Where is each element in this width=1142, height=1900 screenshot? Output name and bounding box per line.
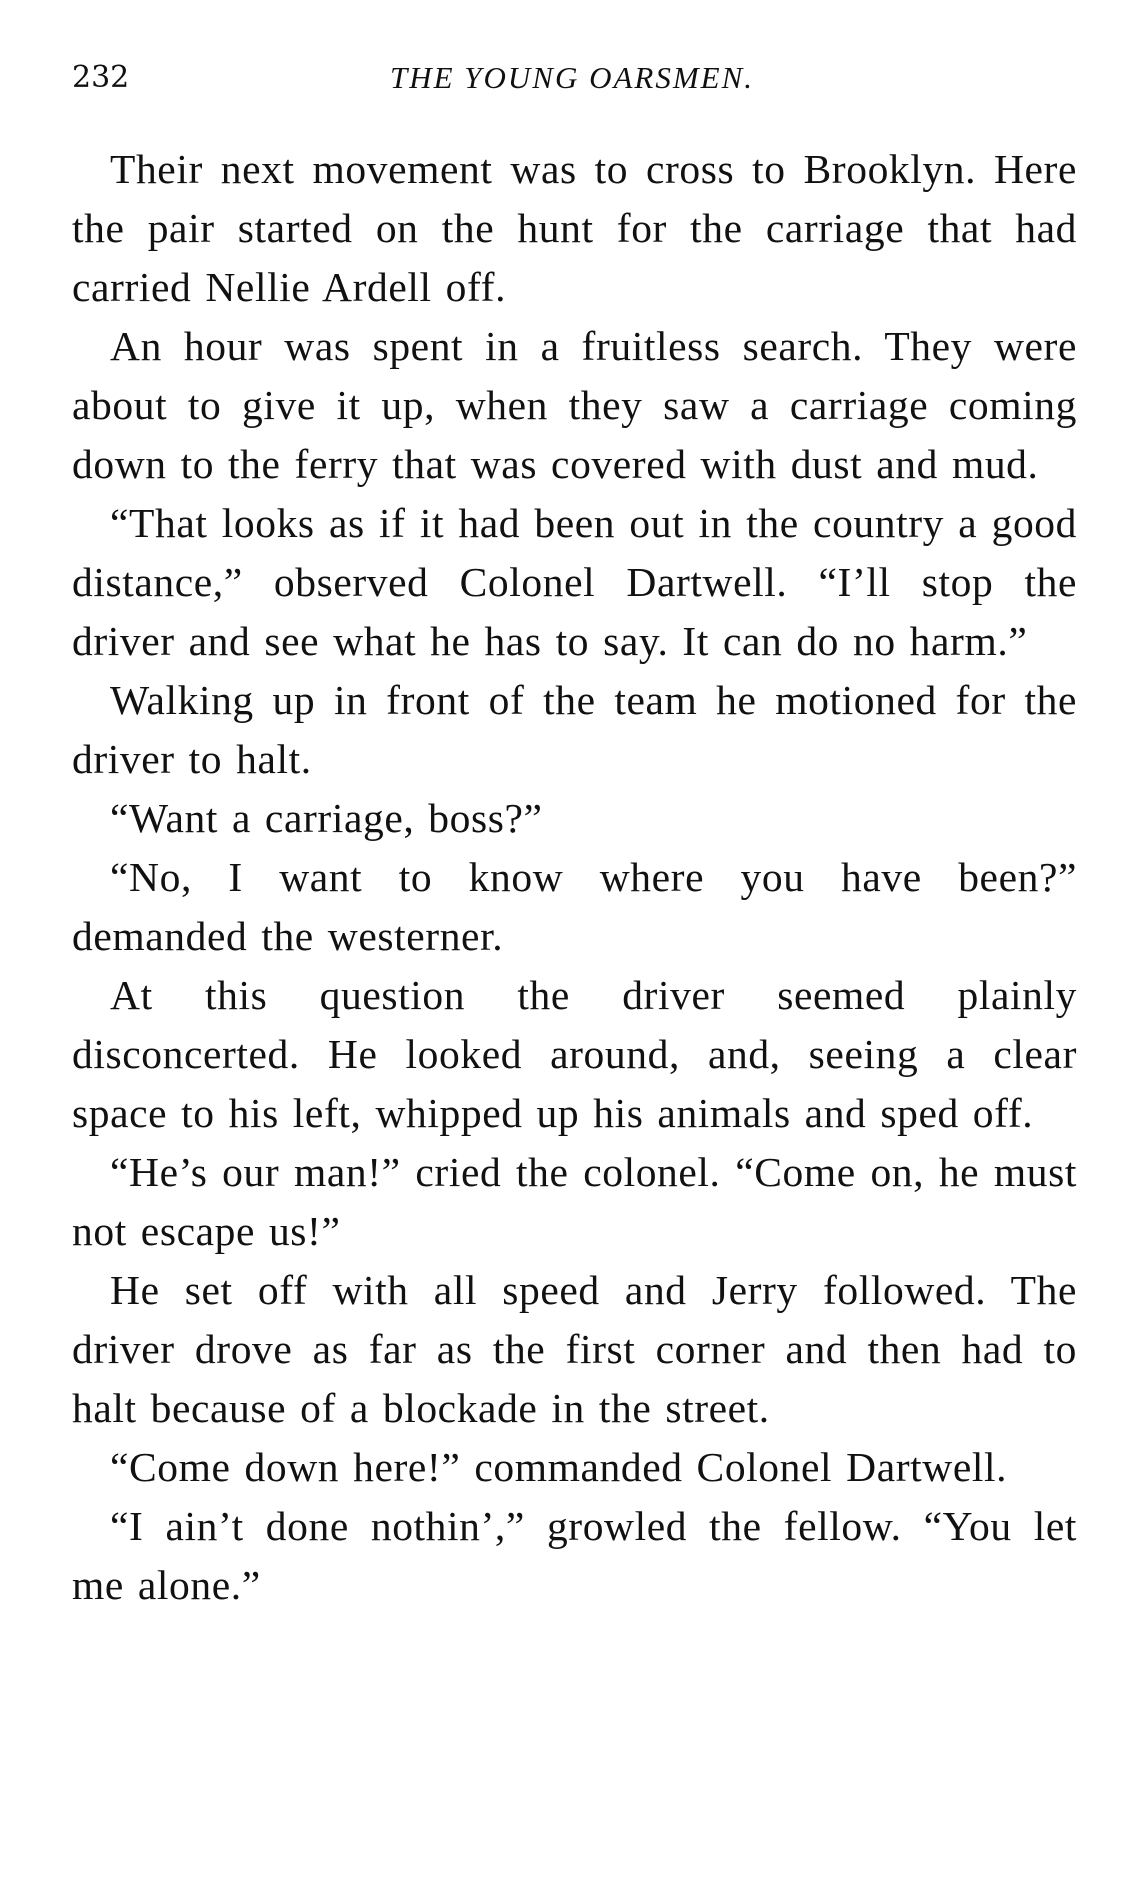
paragraph: An hour was spent in a fruitless search. They were about to give it up, when they saw a carriage coming down to the ferry that was covered with dust and mud. (72, 323, 1077, 487)
running-title: THE YOUNG OARSMEN. (389, 60, 755, 95)
paragraph: “That looks as if it had been out in the country a good distance,” observed Colonel Dartwell. “I’ll stop the driver and see what he has to say. It can do no harm.” (72, 500, 1077, 664)
running-head (72, 52, 1072, 102)
paragraph: He set off with all speed and Jerry followed. The driver drove as far as the first corner and then had to halt because of a blockade in the street. (72, 1267, 1077, 1431)
paragraph: “Want a carriage, boss?” (110, 795, 543, 841)
paragraph: “No, I want to know where you have been?” demanded the westerner. (72, 854, 1077, 959)
paragraph: “Come down here!” commanded Colonel Dartwell. (110, 1444, 1008, 1490)
paragraph: Walking up in front of the team he motioned for the driver to halt. (72, 677, 1077, 782)
paragraph: “I ain’t done nothin’,” growled the fellow. “You let me alone.” (72, 1503, 1077, 1608)
paragraph: Their next movement was to cross to Brooklyn. Here the pair started on the hunt for the carriage that had carried Nellie Ardell off. (72, 146, 1077, 310)
page-number: 232 (72, 60, 130, 95)
paragraph: “He’s our man!” cried the colonel. “Come on, he must not escape us!” (72, 1149, 1077, 1254)
body-text (72, 140, 1077, 1615)
paragraph: At this question the driver seemed plainly disconcerted. He looked around, and, seeing a clear space to his left, whipped up his animals and sped off. (72, 972, 1077, 1136)
